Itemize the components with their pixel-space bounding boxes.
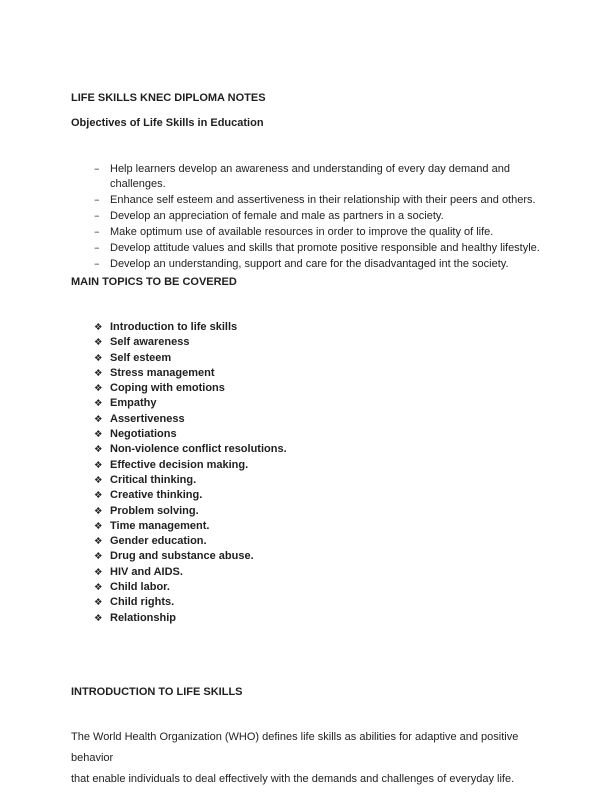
topic-text: Coping with emotions <box>110 382 225 395</box>
diamond-bullet-icon: ❖ <box>94 459 103 471</box>
diamond-bullet-icon: ❖ <box>94 429 103 441</box>
topic-item <box>71 396 541 411</box>
diamond-bullet-icon: ❖ <box>94 383 103 395</box>
topic-text: Child rights. <box>110 596 175 609</box>
topic-text: Problem solving. <box>110 504 199 517</box>
topic-text: Negotiations <box>110 428 177 441</box>
diamond-bullet-icon: ❖ <box>94 367 103 379</box>
objective-text: Make optimum use of available resources in order to improve the quality of life. <box>110 226 494 238</box>
diamond-bullet-icon: ❖ <box>94 398 103 410</box>
paragraph-line: The World Health Organization (WHO) defines life skills as abilities for adaptive and positive behavior <box>71 730 519 764</box>
diamond-bullet-icon: ❖ <box>94 474 103 486</box>
objectives-list <box>71 161 541 272</box>
main-topics-heading: MAIN TOPICS TO BE COVERED <box>71 276 237 288</box>
introduction-paragraph <box>71 727 541 790</box>
topic-item <box>71 351 541 366</box>
diamond-bullet-icon: ❖ <box>94 413 103 425</box>
objective-text: Develop an understanding, support and care for the disadvantaged int the society. <box>110 258 509 270</box>
dash-bullet-icon: – <box>94 209 100 222</box>
diamond-bullet-icon: ❖ <box>94 490 103 502</box>
dash-bullet-icon: – <box>94 241 100 254</box>
introduction-heading: INTRODUCTION TO LIFE SKILLS <box>71 685 243 698</box>
paragraph-line: that enable individuals to deal effectively with the demands and challenges of everyday life. <box>71 772 515 785</box>
topics-list <box>71 320 541 626</box>
dash-bullet-icon: – <box>94 162 100 175</box>
diamond-bullet-icon: ❖ <box>94 536 103 548</box>
objectives-heading: Objectives of Life Skills in Education <box>71 117 264 129</box>
topic-text: Self awareness <box>110 336 190 349</box>
topic-item <box>71 320 541 335</box>
objective-item <box>71 224 541 240</box>
objective-text: Develop an appreciation of female and male as partners in a society. <box>110 210 444 222</box>
objective-item <box>71 240 541 256</box>
diamond-bullet-icon: ❖ <box>94 566 103 578</box>
objective-item <box>71 208 541 224</box>
topic-text: Gender education. <box>110 535 207 548</box>
topic-text: Critical thinking. <box>110 473 197 486</box>
diamond-bullet-icon: ❖ <box>94 505 103 517</box>
objective-item <box>71 256 541 272</box>
objective-text: Enhance self esteem and assertiveness in their relationship with their peers and others. <box>110 194 536 206</box>
topic-text: Child labor. <box>110 581 170 594</box>
topic-text: Self esteem <box>110 351 172 364</box>
topic-item <box>71 611 541 626</box>
topic-item <box>71 335 541 350</box>
topic-item <box>71 427 541 442</box>
topic-item <box>71 595 541 610</box>
topic-text: Assertiveness <box>110 412 185 425</box>
objective-item <box>71 192 541 208</box>
topic-text: Creative thinking. <box>110 489 203 502</box>
topic-item <box>71 473 541 488</box>
objective-item <box>71 161 541 192</box>
document-title: LIFE SKILLS KNEC DIPLOMA NOTES <box>71 92 266 104</box>
topic-text: Non-violence conflict resolutions. <box>110 443 287 456</box>
topic-item <box>71 381 541 396</box>
topic-item <box>71 534 541 549</box>
diamond-bullet-icon: ❖ <box>94 551 103 563</box>
topic-text: HIV and AIDS. <box>110 565 183 578</box>
topic-item <box>71 488 541 503</box>
diamond-bullet-icon: ❖ <box>94 612 103 624</box>
dash-bullet-icon: – <box>94 257 100 270</box>
topic-item <box>71 580 541 595</box>
topic-text: Relationship <box>110 611 177 624</box>
topic-text: Effective decision making. <box>110 458 249 471</box>
topic-item <box>71 549 541 564</box>
topic-item <box>71 519 541 534</box>
diamond-bullet-icon: ❖ <box>94 597 103 609</box>
objective-text: Develop attitude values and skills that promote positive responsible and healthy lifestyle. <box>110 242 540 254</box>
topic-item <box>71 412 541 427</box>
diamond-bullet-icon: ❖ <box>94 322 103 333</box>
topic-text: Stress management <box>110 366 215 379</box>
diamond-bullet-icon: ❖ <box>94 520 103 532</box>
topic-text: Time management. <box>110 519 210 532</box>
diamond-bullet-icon: ❖ <box>94 352 103 364</box>
dash-bullet-icon: – <box>94 225 100 238</box>
topic-text: Empathy <box>110 397 157 410</box>
diamond-bullet-icon: ❖ <box>94 337 103 349</box>
topic-text: Introduction to life skills <box>110 321 238 333</box>
topic-text: Drug and substance abuse. <box>110 550 254 563</box>
diamond-bullet-icon: ❖ <box>94 444 103 456</box>
topic-item <box>71 366 541 381</box>
topic-item <box>71 504 541 519</box>
topic-item <box>71 458 541 473</box>
objective-text: Help learners develop an awareness and understanding of every day demand and challenges. <box>110 163 510 190</box>
diamond-bullet-icon: ❖ <box>94 582 103 594</box>
topic-item <box>71 442 541 457</box>
topic-item <box>71 565 541 580</box>
dash-bullet-icon: – <box>94 193 100 206</box>
